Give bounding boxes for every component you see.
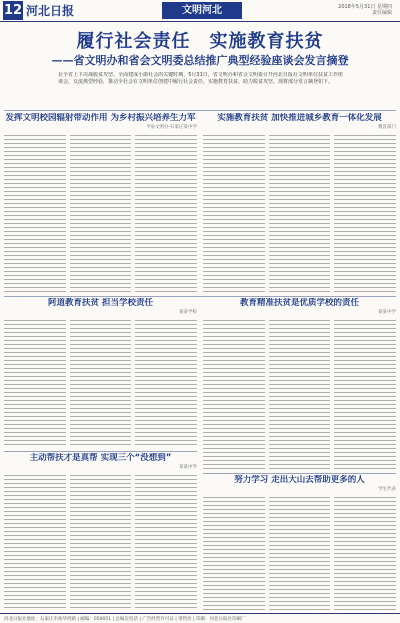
- article-byline: 某某中学: [378, 310, 396, 315]
- masthead: 河北日报: [26, 4, 75, 18]
- article-byline: 教育部门: [378, 125, 396, 130]
- text-column: [70, 135, 132, 293]
- article-byline: 平泉文明办·石家庄某中学: [146, 125, 197, 130]
- article-body: [203, 320, 396, 470]
- article-title: 教育精准扶贫是优质学校的责任: [239, 298, 359, 308]
- text-column: [334, 320, 396, 470]
- editor-text: 责任编辑: [371, 10, 392, 16]
- text-column: [135, 320, 197, 448]
- divider: [4, 110, 396, 111]
- lead-paragraph: 在全省上下决战脱贫攻坚、全面建成小康社会的关键时期，5月31日，省文明办和省会文明委召开河北日报社文明单位扶贫工作座谈会，交流典型经验，推动全社会在文明单位创建中履行社会责任，实施教育扶贫，助力脱贫攻坚。现将部分发言摘登如下。: [58, 72, 343, 85]
- article-title: 主动帮扶才是真帮 实现三个“没想到”: [29, 453, 172, 463]
- article-1: [4, 113, 197, 293]
- section-label: 文明河北: [162, 2, 242, 19]
- text-column: [269, 320, 331, 470]
- page-footer: 河北日报社地址：石家庄市裕华西路 | 邮编：050051 | 总编室电话 | 广告经营许可证 | 零售价 | 印刷：河北日报社印刷厂: [0, 613, 400, 623]
- dateline: [338, 4, 392, 16]
- article-5: [4, 453, 197, 611]
- divider: [203, 473, 396, 474]
- text-column: [334, 497, 396, 611]
- page-header: [0, 0, 400, 22]
- article-body: [203, 497, 396, 611]
- article-byline: 某某学校: [179, 310, 197, 315]
- text-column: [4, 320, 66, 448]
- text-column: [70, 475, 132, 611]
- text-column: [269, 497, 331, 611]
- article-2: [203, 113, 396, 293]
- text-column: [135, 135, 197, 293]
- text-column: [135, 475, 197, 611]
- page-number: 12: [3, 3, 23, 18]
- text-column: [203, 497, 265, 611]
- article-6: [203, 475, 396, 611]
- article-title: 实施教育扶贫 加快推进城乡教育一体化发展: [217, 113, 382, 123]
- article-body: [4, 135, 197, 293]
- article-body: [4, 320, 197, 448]
- article-title: 努力学习 走出大山去帮助更多的人: [234, 475, 365, 485]
- divider: [4, 296, 396, 297]
- article-3: [4, 298, 197, 448]
- text-column: [4, 135, 66, 293]
- article-body: [203, 135, 396, 293]
- divider: [4, 451, 197, 452]
- date-text: 2018年5月31日 星期四: [338, 4, 392, 10]
- page-title: 履行社会责任 实施教育扶贫: [76, 31, 324, 52]
- text-column: [334, 135, 396, 293]
- article-byline: 学生代表: [378, 487, 396, 492]
- text-column: [269, 135, 331, 293]
- article-4: [203, 298, 396, 470]
- page-subtitle: ——省文明办和省会文明委总结推广典型经验座谈会发言摘登: [51, 54, 349, 67]
- article-byline: 某某中学: [179, 465, 197, 470]
- article-body: [4, 475, 197, 611]
- article-title: 发挥文明校园辐射带动作用 为乡村振兴培养生力军: [5, 113, 196, 123]
- text-column: [70, 320, 132, 448]
- text-column: [203, 320, 265, 470]
- article-title: 阿道教育扶贫 担当学校责任: [48, 298, 153, 308]
- text-column: [203, 135, 265, 293]
- text-column: [4, 475, 66, 611]
